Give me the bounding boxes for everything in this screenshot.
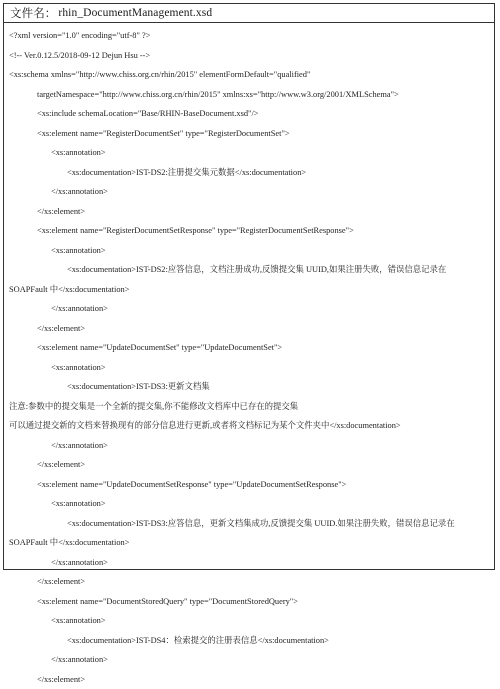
file-name-label: 文件名： (10, 5, 56, 21)
code-line: 注意:参数中的提交集是一个全新的提交集,你不能修改文档库中已存在的提交集 (9, 397, 492, 417)
code-line: <xs:documentation>IST-DS3:更新文档集 (9, 377, 492, 397)
code-line: <xs:element name="RegisterDocumentSetResponse" type="RegisterDocumentSetResponse"> (9, 221, 492, 241)
code-line: </xs:annotation> (9, 650, 492, 670)
code-line: <xs:element name="UpdateDocumentSet" type="UpdateDocumentSet"> (9, 338, 492, 358)
code-line: <xs:documentation>IST-DS2:应答信息，文档注册成功,反馈提交集 UUID,如果注册失败，错误信息记录在 (9, 260, 492, 280)
file-name-value: rhin_DocumentManagement.xsd (58, 7, 212, 19)
code-line: <xs:element name="UpdateDocumentSetResponse" type="UpdateDocumentSetResponse"> (9, 475, 492, 495)
code-line: <xs:annotation> (9, 241, 492, 261)
code-line: 可以通过提交新的文档来替换现有的部分信息进行更新,或者将文档标记为某个文件夹中</xs:documentation> (9, 416, 492, 436)
code-line: <xs:annotation> (9, 611, 492, 631)
code-line: <xs:include schemaLocation="Base/RHIN-BaseDocument.xsd"/> (9, 104, 492, 124)
file-name-header (4, 4, 494, 23)
code-line: </xs:element> (9, 202, 492, 222)
code-line: <xs:schema xmlns="http://www.chiss.org.cn/rhin/2015" elementFormDefault="qualified" (9, 65, 492, 85)
code-line: <xs:annotation> (9, 358, 492, 378)
code-line: <xs:annotation> (9, 494, 492, 514)
code-line: SOAPFault 中</xs:documentation> (9, 533, 492, 553)
code-line: <xs:element name="RegisterDocumentSet" type="RegisterDocumentSet"> (9, 124, 492, 144)
code-line: SOAPFault 中</xs:documentation> (9, 280, 492, 300)
code-line: <xs:documentation>IST-DS4：检索提交的注册表信息</xs:documentation> (9, 631, 492, 651)
code-line: <xs:documentation>IST-DS3:应答信息，更新文档集成功,反馈提交集 UUID.如果注册失败，错误信息记录在 (9, 514, 492, 534)
code-line: </xs:annotation> (9, 436, 492, 456)
code-line: <xs:annotation> (9, 143, 492, 163)
document-frame (3, 3, 495, 570)
code-line: </xs:element> (9, 319, 492, 339)
code-line: </xs:annotation> (9, 182, 492, 202)
code-line: </xs:annotation> (9, 553, 492, 573)
code-line: <?xml version="1.0" encoding="utf-8" ?> (9, 26, 492, 46)
code-line: </xs:element> (9, 572, 492, 592)
code-line: <xs:element name="DocumentStoredQuery" type="DocumentStoredQuery"> (9, 592, 492, 612)
code-line: </xs:annotation> (9, 299, 492, 319)
code-line: <xs:documentation>IST-DS2:注册提交集元数据</xs:documentation> (9, 163, 492, 183)
code-listing (4, 23, 494, 689)
code-line: <!-- Ver.0.12.5/2018-09-12 Dejun Hsu --> (9, 46, 492, 66)
code-line: targetNamespace="http://www.chiss.org.cn/rhin/2015" xmlns:xs="http://www.w3.org/2001/XMLSchema"> (9, 85, 492, 105)
code-line: </xs:element> (9, 670, 492, 689)
code-line: </xs:element> (9, 455, 492, 475)
